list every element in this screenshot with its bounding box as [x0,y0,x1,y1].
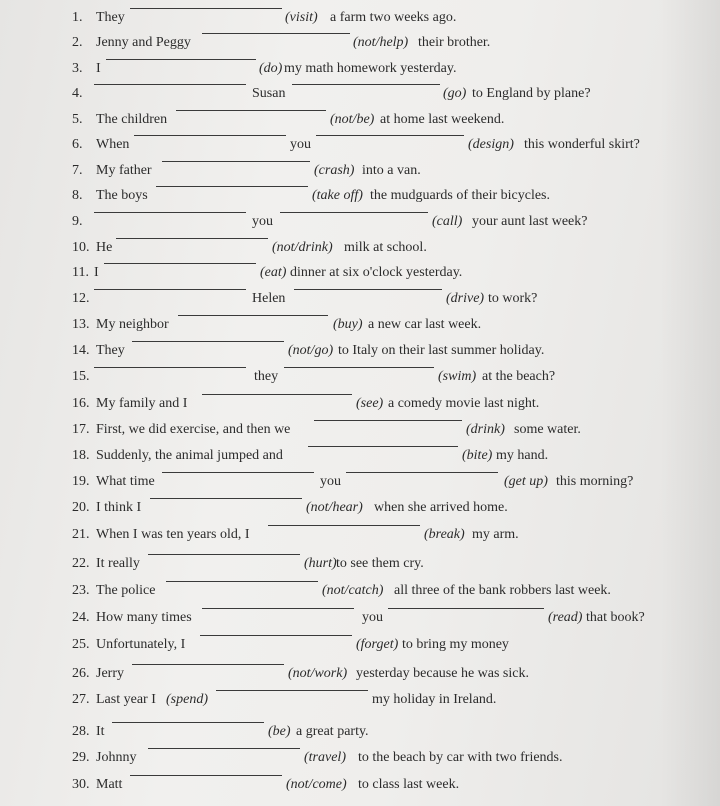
item-text: Susan [252,86,286,101]
item-text: the mudguards of their bicycles. [370,188,551,203]
item-text: into a van. [362,163,421,178]
verb-hint: (crash) [314,163,355,178]
item-text: He [96,240,113,255]
answer-blank[interactable] [134,135,286,136]
verb-hint: (visit) [285,10,318,25]
item-text: My family and I [96,396,188,411]
item-text: My father [96,163,152,178]
answer-blank[interactable] [294,289,442,290]
item-number: 24. [72,610,90,625]
item-text: They [96,10,125,25]
verb-hint: (forget) [356,637,399,652]
verb-hint: (break) [424,527,465,542]
answer-blank[interactable] [268,525,420,526]
item-text: yesterday because he was sick. [356,666,529,681]
verb-hint: (buy) [333,317,363,332]
item-number: 9. [72,214,83,229]
answer-blank[interactable] [202,33,350,34]
item-text: I [96,61,101,76]
answer-blank[interactable] [112,722,264,723]
answer-blank[interactable] [132,341,284,342]
answer-blank[interactable] [346,472,498,473]
answer-blank[interactable] [94,84,246,85]
item-text: milk at school. [344,240,427,255]
answer-blank[interactable] [94,367,246,368]
item-number: 23. [72,583,90,598]
item-text: to work? [488,291,538,306]
item-text: It [96,724,105,739]
item-number: 18. [72,448,90,463]
item-text: a new car last week. [368,317,482,332]
answer-blank[interactable] [292,84,440,85]
verb-hint: (travel) [304,750,346,765]
answer-blank[interactable] [116,238,268,239]
answer-blank[interactable] [280,212,428,213]
item-number: 13. [72,317,90,332]
item-text: some water. [514,422,581,437]
item-text: my arm. [472,527,519,542]
verb-hint: (not/catch) [322,583,384,598]
verb-hint: (drive) [446,291,485,306]
item-number: 3. [72,61,83,76]
item-text: their brother. [418,35,491,50]
answer-blank[interactable] [202,608,354,609]
verb-hint: (do) [259,61,283,76]
item-text: First, we did exercise, and then we [96,422,291,437]
item-text: to class last week. [358,777,460,792]
verb-hint: (not/go) [288,343,334,358]
item-number: 30. [72,777,90,792]
item-text: this morning? [556,474,634,489]
verb-hint: (take off) [312,188,363,203]
item-text: they [254,369,279,384]
item-number: 8. [72,188,83,203]
answer-blank[interactable] [148,748,300,749]
item-number: 26. [72,666,90,681]
item-number: 20. [72,500,90,515]
item-text: How many times [96,610,192,625]
item-text: to Italy on their last summer holiday. [338,343,545,358]
item-text: a great party. [296,724,369,739]
verb-hint: (get up) [504,474,548,489]
item-text: When [96,137,130,152]
item-text: you [362,610,383,625]
answer-blank[interactable] [130,775,282,776]
item-text: Unfortunately, I [96,637,186,652]
verb-hint: (not/be) [330,112,375,127]
answer-blank[interactable] [156,186,308,187]
item-text: my holiday in Ireland. [372,692,497,707]
item-number: 28. [72,724,90,739]
item-text: Suddenly, the animal jumped and [96,448,283,463]
answer-blank[interactable] [132,664,284,665]
answer-blank[interactable] [314,420,462,421]
verb-hint: (not/help) [353,35,409,50]
item-number: 22. [72,556,90,571]
item-text: you [252,214,273,229]
verb-hint: (read) [548,610,583,625]
answer-blank[interactable] [216,690,368,691]
item-text: at home last weekend. [380,112,505,127]
item-text: When I was ten years old, I [96,527,250,542]
item-text: that book? [586,610,645,625]
item-number: 11. [72,265,89,280]
answer-blank[interactable] [162,472,314,473]
item-text: I [94,265,99,280]
verb-hint: (bite) [462,448,493,463]
item-text: dinner at six o'clock yesterday. [290,265,463,280]
item-text: I think I [96,500,142,515]
item-text: They [96,343,125,358]
item-text: this wonderful skirt? [524,137,640,152]
item-text: to England by plane? [472,86,591,101]
item-number: 12. [72,291,90,306]
item-number: 6. [72,137,83,152]
answer-blank[interactable] [316,135,464,136]
item-text: a farm two weeks ago. [330,10,457,25]
item-number: 21. [72,527,90,542]
verb-hint: (not/hear) [306,500,363,515]
answer-blank[interactable] [106,59,256,60]
item-text: The boys [96,188,148,203]
item-number: 4. [72,86,83,101]
item-text: Jenny and Peggy [96,35,191,50]
item-number: 14. [72,343,90,358]
item-text: my hand. [496,448,549,463]
item-text: Helen [252,291,286,306]
item-number: 10. [72,240,90,255]
verb-hint: (drink) [466,422,505,437]
item-text: a comedy movie last night. [388,396,540,411]
verb-hint: (eat) [260,265,287,280]
item-number: 5. [72,112,83,127]
item-text: It really [96,556,140,571]
verb-hint: (design) [468,137,514,152]
verb-hint: (spend) [166,692,208,707]
item-number: 7. [72,163,83,178]
item-text: Johnny [96,750,137,765]
verb-hint: (hurt) [304,556,337,571]
verb-hint: (go) [443,86,467,101]
item-number: 17. [72,422,90,437]
item-text: your aunt last week? [472,214,588,229]
item-text: Matt [96,777,123,792]
item-text: all three of the bank robbers last week. [394,583,611,598]
verb-hint: (swim) [438,369,477,384]
answer-blank[interactable] [94,212,246,213]
answer-blank[interactable] [104,263,256,264]
answer-blank[interactable] [162,161,310,162]
answer-blank[interactable] [176,110,326,111]
verb-hint: (see) [356,396,384,411]
item-number: 25. [72,637,90,652]
item-text: Jerry [96,666,124,681]
item-text: at the beach? [482,369,556,384]
answer-blank[interactable] [202,394,352,395]
item-text: The police [96,583,156,598]
answer-blank[interactable] [94,289,246,290]
item-text: What time [96,474,155,489]
item-text: to bring my money [402,637,509,652]
verb-hint: (not/come) [286,777,347,792]
answer-blank[interactable] [308,446,458,447]
item-text: my math homework yesterday. [284,61,457,76]
verb-hint: (be) [268,724,291,739]
answer-blank[interactable] [200,635,352,636]
answer-blank[interactable] [150,498,302,499]
item-text: The children [96,112,168,127]
answer-blank[interactable] [388,608,544,609]
answer-blank[interactable] [166,581,318,582]
page-shadow [660,0,720,806]
item-number: 29. [72,750,90,765]
item-number: 1. [72,10,83,25]
item-number: 16. [72,396,90,411]
item-number: 19. [72,474,90,489]
verb-hint: (call) [432,214,463,229]
item-number: 27. [72,692,90,707]
answer-blank[interactable] [284,367,434,368]
item-number: 15. [72,369,90,384]
item-text: you [320,474,341,489]
verb-hint: (not/drink) [272,240,333,255]
answer-blank[interactable] [130,8,282,9]
item-text: My neighbor [96,317,169,332]
item-text: to see them cry. [336,556,424,571]
answer-blank[interactable] [148,554,300,555]
item-text: you [290,137,311,152]
verb-hint: (not/work) [288,666,348,681]
item-text: Last year I [96,692,156,707]
item-text: to the beach by car with two friends. [358,750,563,765]
item-number: 2. [72,35,83,50]
item-text: when she arrived home. [374,500,508,515]
answer-blank[interactable] [178,315,328,316]
